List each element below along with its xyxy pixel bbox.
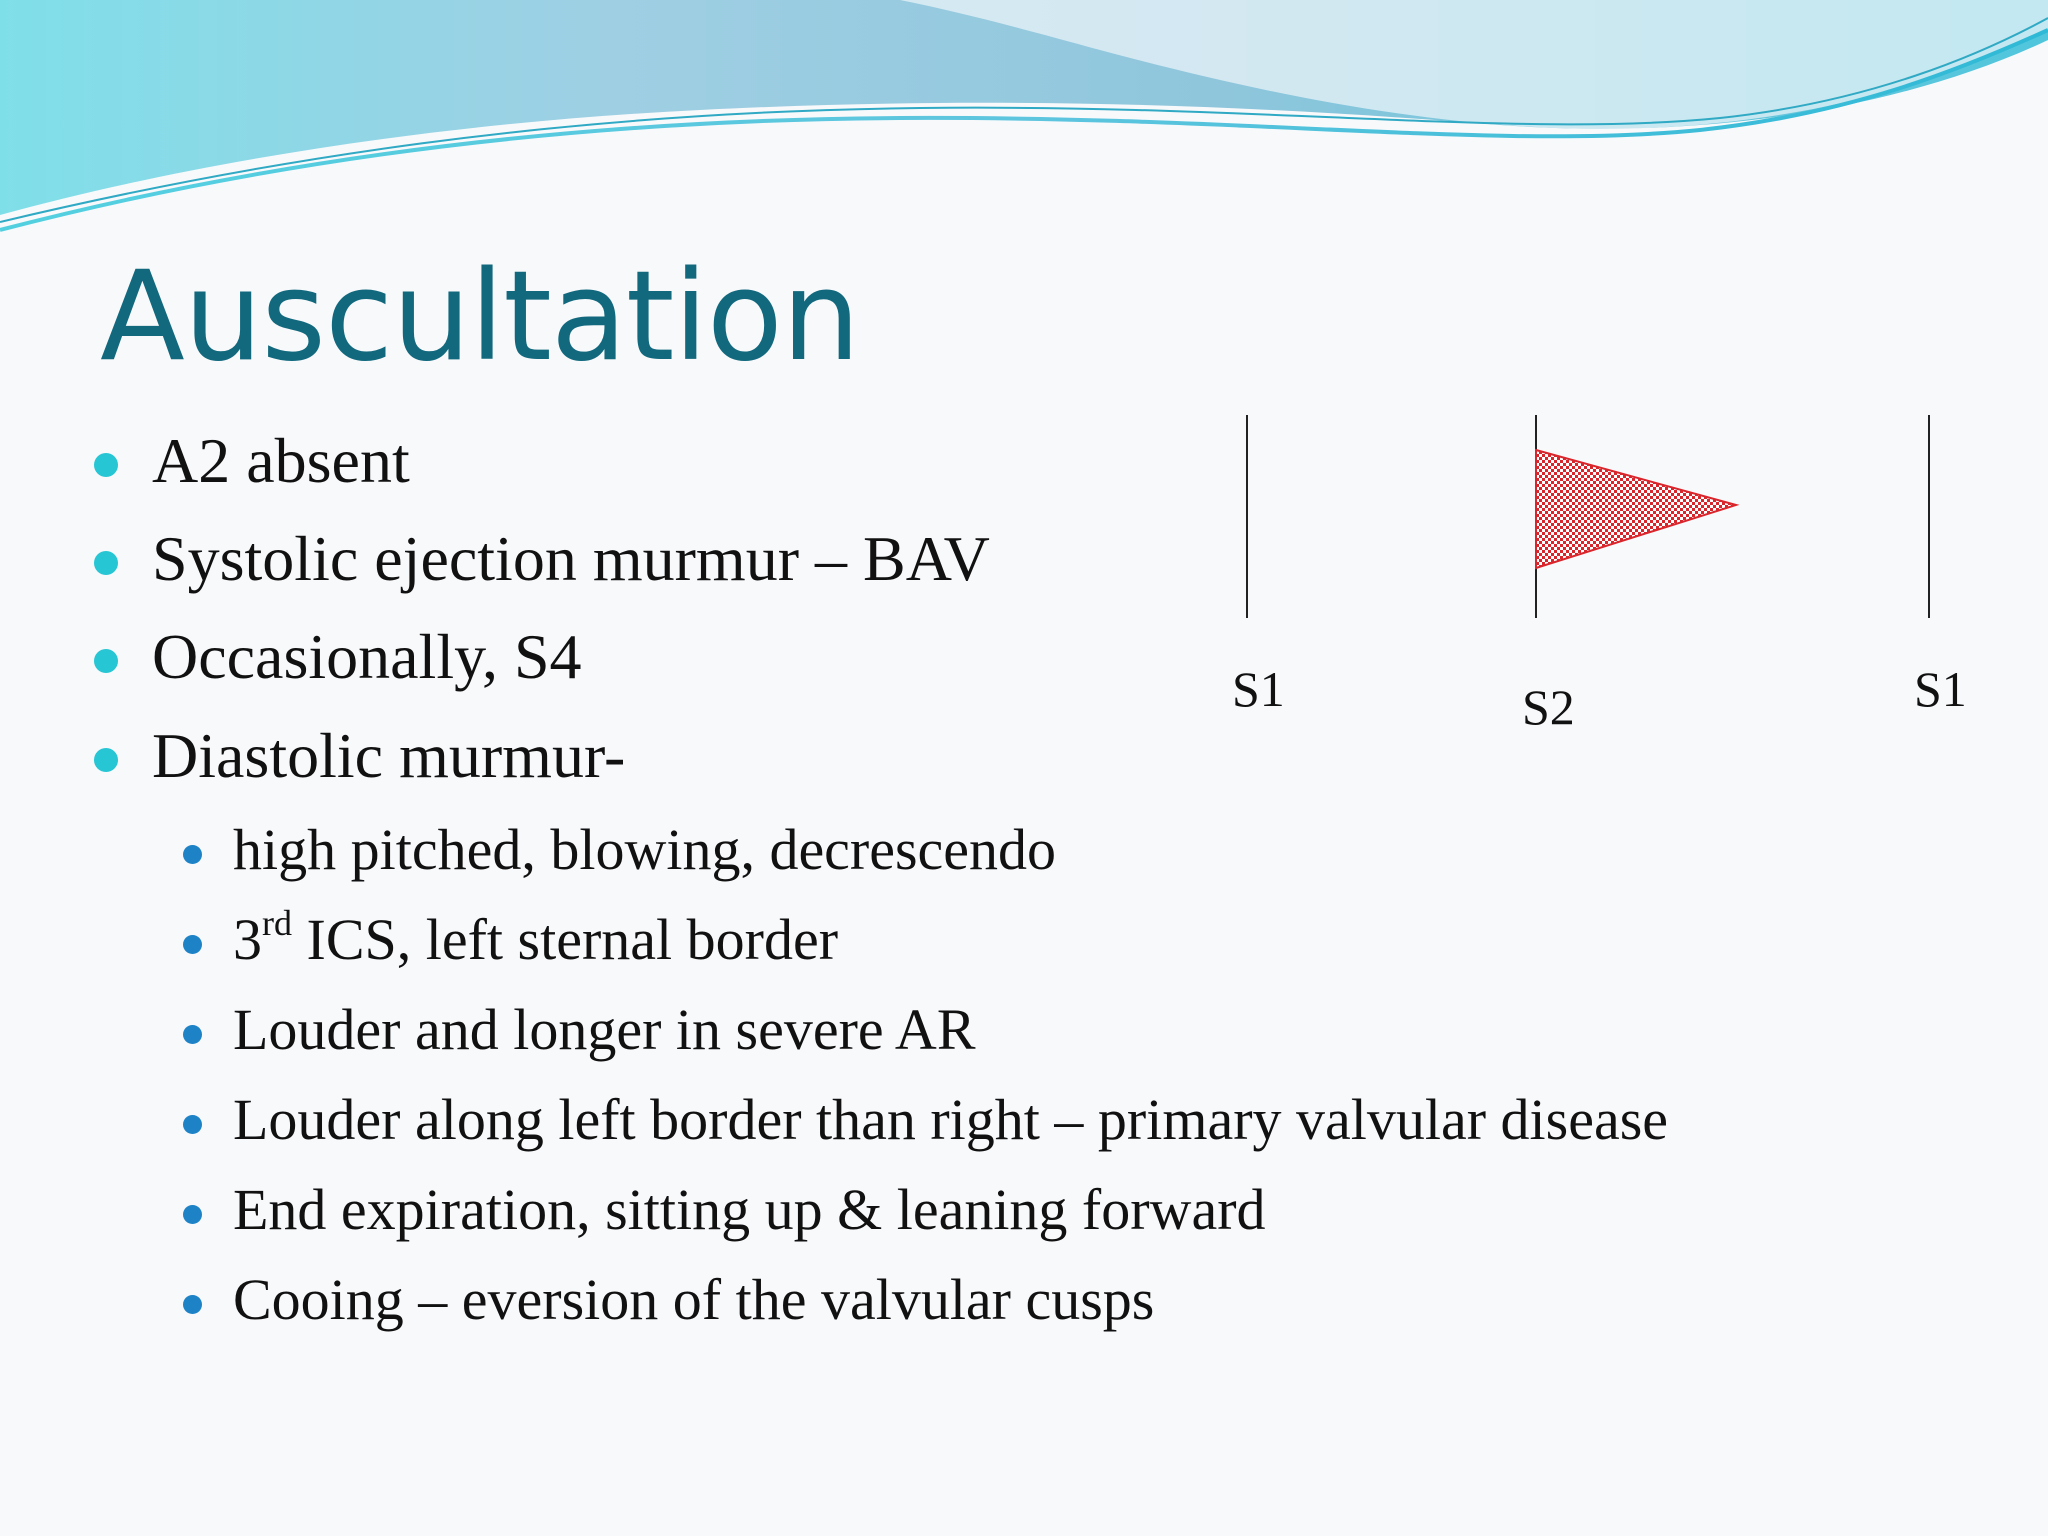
bullet-dot-icon <box>94 649 118 673</box>
bullet-dot-icon <box>94 748 118 772</box>
heart-sound-diagram <box>1200 400 2000 760</box>
sub-bullet-item <box>233 1265 1154 1335</box>
sub-bullet-text: ICS, left sternal border <box>292 907 839 972</box>
sub-bullet-dot-icon <box>183 845 202 864</box>
s1-label: S1 <box>1914 661 1967 717</box>
sub-bullet-dot-icon <box>183 1025 202 1044</box>
bullet-text: Occasionally, S4 <box>152 621 582 692</box>
diastolic-murmur-shape <box>1536 450 1736 568</box>
bullet-text: A2 absent <box>152 425 410 496</box>
sub-bullet-dot-icon <box>183 1205 202 1224</box>
ordinal-superscript: rd <box>262 903 292 943</box>
sub-bullet-dot-icon <box>183 935 202 954</box>
sub-bullet-text: End expiration, sitting up & leaning forward <box>233 1177 1266 1242</box>
bullet-dot-icon <box>94 551 118 575</box>
bullet-dot-icon <box>94 453 118 477</box>
slide-title: Auscultation <box>100 245 860 389</box>
s2-label: S2 <box>1522 679 1575 735</box>
sub-bullet-item <box>233 1085 1668 1155</box>
sub-bullet-dot-icon <box>183 1295 202 1314</box>
sub-bullet-prefix: 3 <box>233 907 262 972</box>
bullet-item <box>152 617 582 697</box>
sub-bullet-dot-icon <box>183 1115 202 1134</box>
sub-bullet-text: Cooing – eversion of the valvular cusps <box>233 1267 1155 1332</box>
bullet-item <box>152 716 625 796</box>
sub-bullet-text: high pitched, blowing, decrescendo <box>233 817 1057 882</box>
sub-bullet-text: Louder along left border than right – primary valvular disease <box>233 1087 1669 1152</box>
s1-label: S1 <box>1232 661 1285 717</box>
sub-bullet-item <box>233 1175 1266 1245</box>
bullet-item <box>152 421 410 501</box>
sub-bullet-text: Louder and longer in severe AR <box>233 997 976 1062</box>
bullet-text: Diastolic murmur- <box>152 720 626 791</box>
sub-bullet-item <box>233 995 976 1065</box>
bullet-text: Systolic ejection murmur – BAV <box>152 523 990 594</box>
sub-bullet-item <box>233 905 838 975</box>
bullet-item <box>152 519 990 599</box>
sub-bullet-item <box>233 815 1056 885</box>
